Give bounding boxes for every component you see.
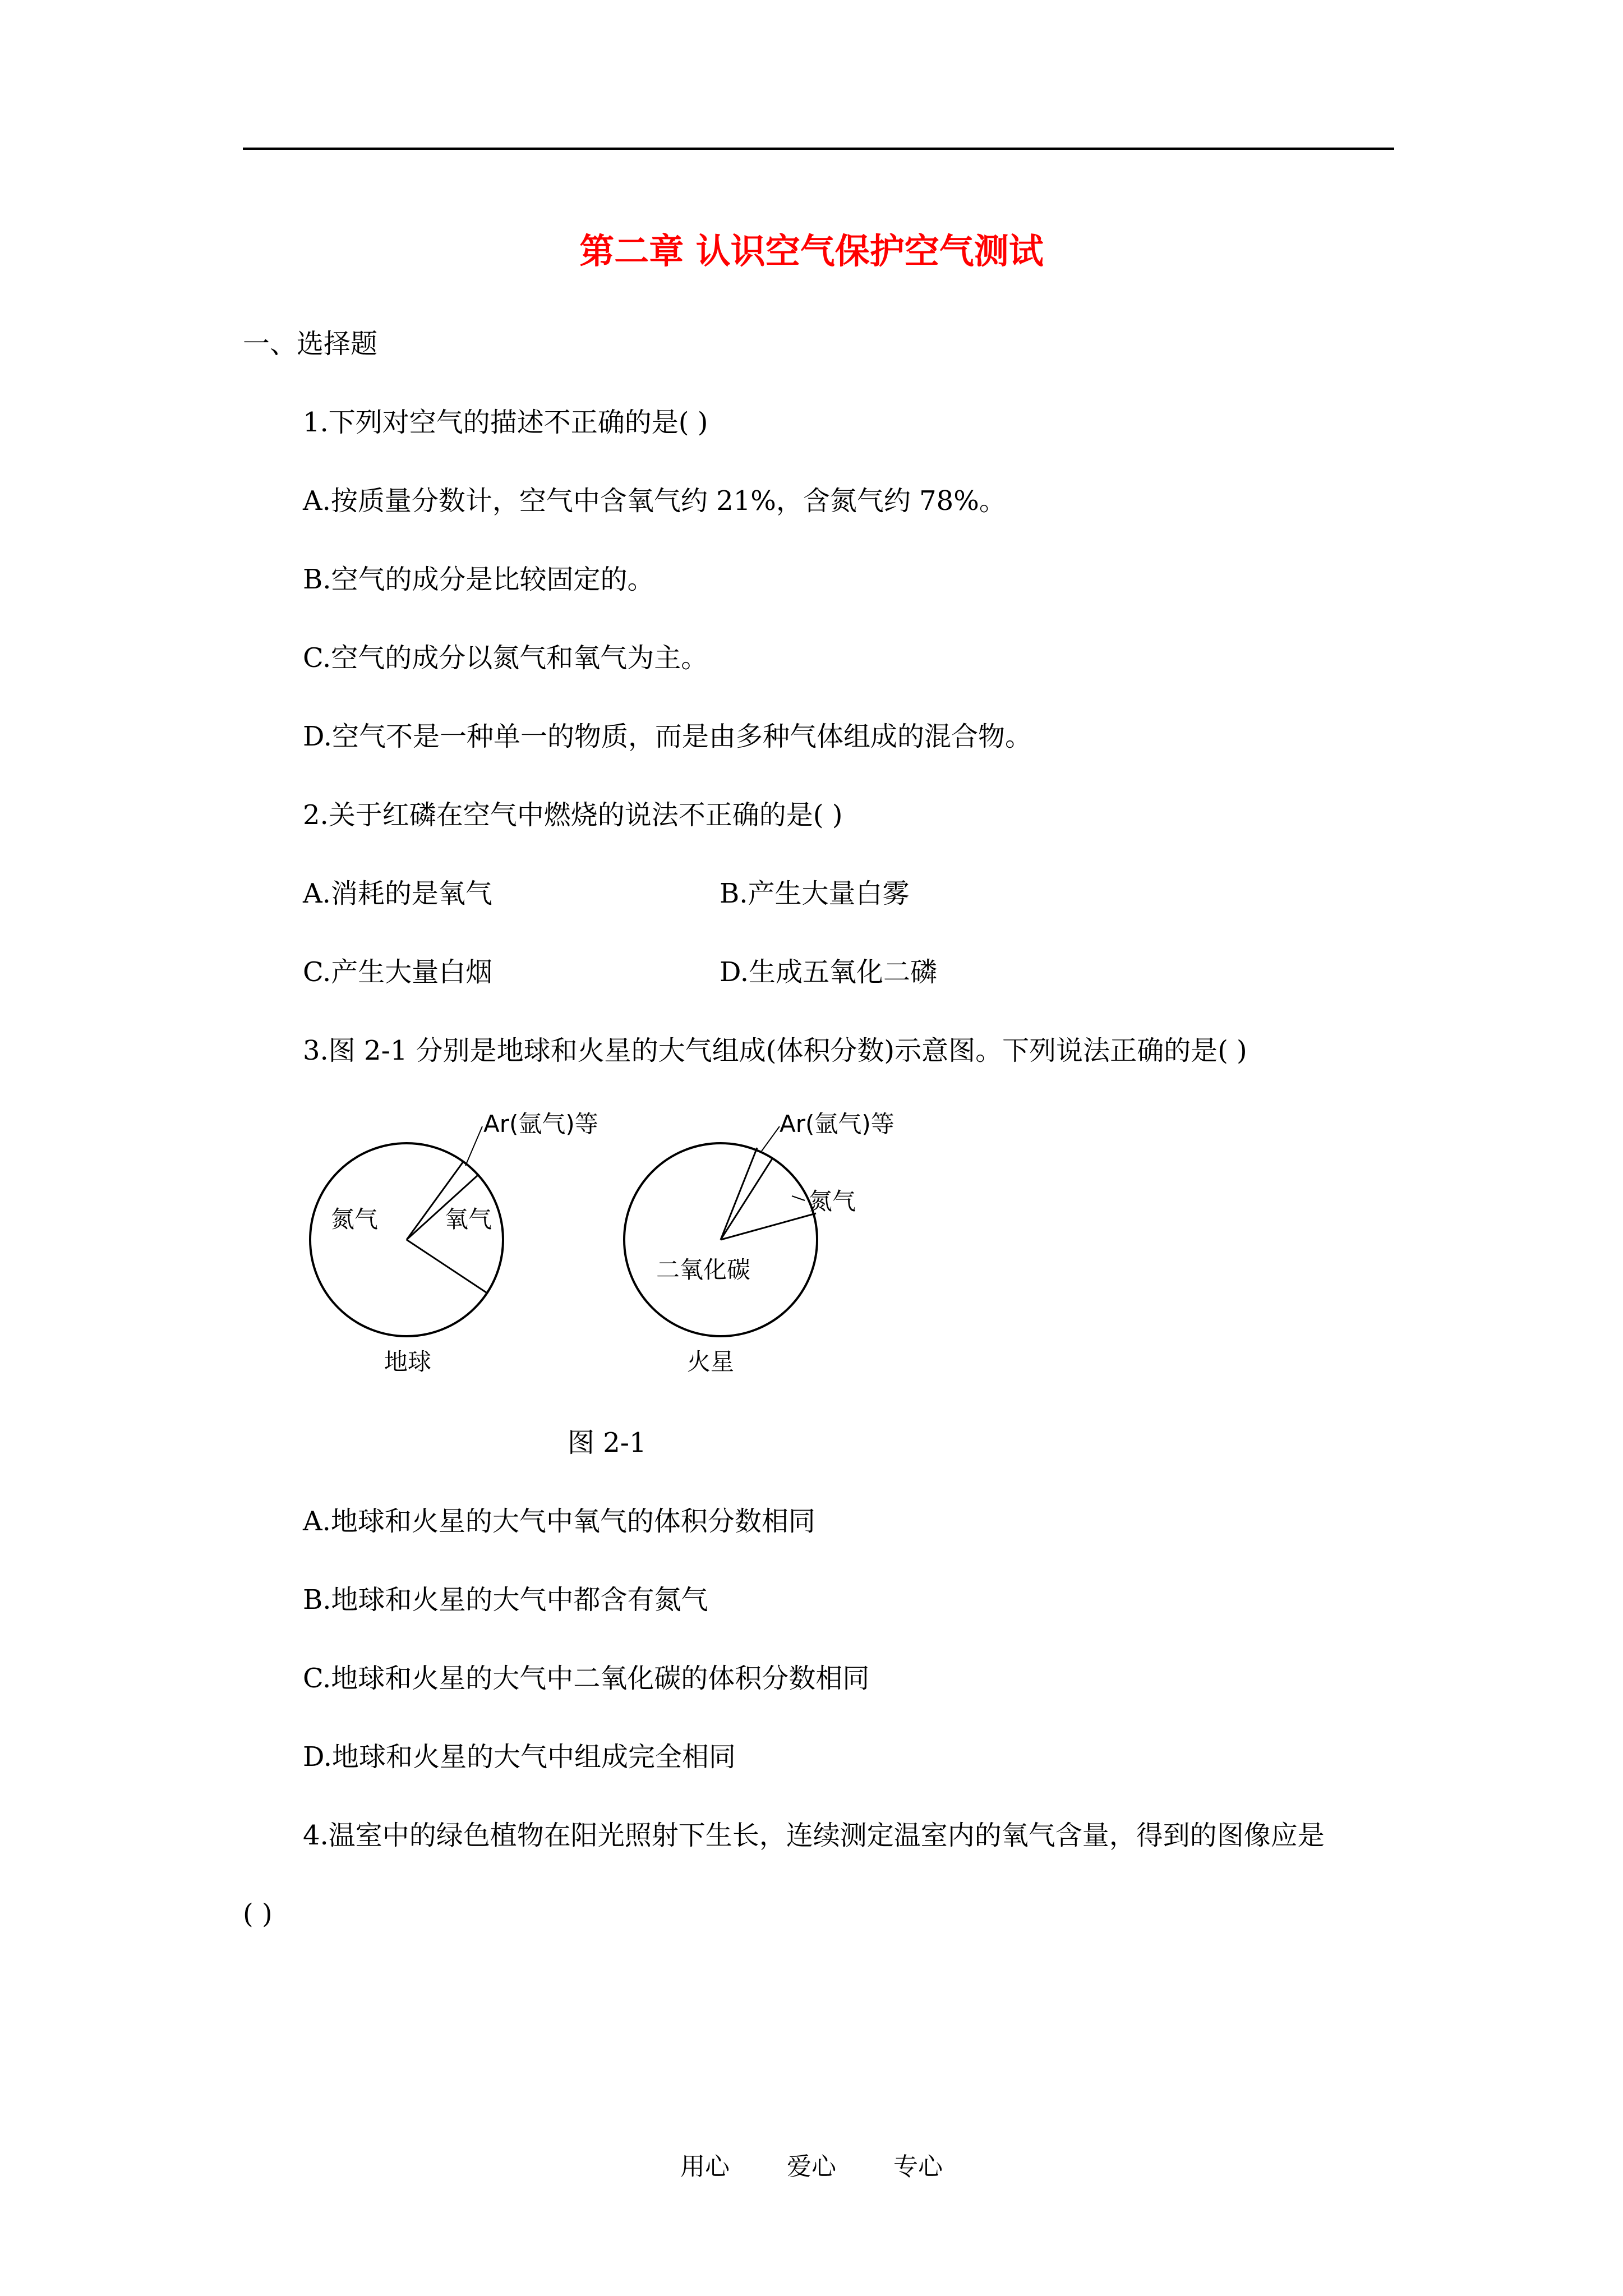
question-4-stem-continued: ( ) (243, 1898, 273, 1930)
question-3-option-a: A.地球和火星的大气中氧气的体积分数相同 (303, 1506, 815, 1537)
earth-label-argon: Ar(氩气)等 (483, 1110, 598, 1138)
question-1-stem: 1.下列对空气的描述不正确的是( ) (303, 407, 708, 438)
question-2-option-b: B.产生大量白雾 (720, 878, 910, 909)
header-rule (243, 148, 1394, 150)
earth-label-oxygen: 氧气 (445, 1205, 492, 1233)
mars-pie-chart (624, 1110, 895, 1375)
page-title: 第二章 认识空气保护空气测试 (579, 231, 1044, 272)
question-4-stem: 4.温室中的绿色植物在阳光照射下生长，连续测定温室内的氧气含量，得到的图像应是 (303, 1820, 1325, 1851)
question-2-stem: 2.关于红磷在空气中燃烧的说法不正确的是( ) (303, 799, 843, 831)
footer-text-2: 爱心 (787, 2152, 836, 2181)
question-1-option-c: C.空气的成分以氮气和氧气为主。 (303, 642, 708, 674)
earth-pie-chart (310, 1110, 598, 1375)
mars-argon-leader (762, 1126, 780, 1151)
question-2-option-a: A.消耗的是氧气 (303, 878, 492, 909)
mars-label-nitrogen: 氮气 (809, 1188, 856, 1215)
question-3-stem: 3.图 2-1 分别是地球和火星的大气组成(体积分数)示意图。下列说法正确的是( ) (303, 1035, 1247, 1066)
footer-text-1: 用心 (680, 2152, 730, 2181)
mars-divider-argon (721, 1148, 757, 1240)
question-2-option-c: C.产生大量白烟 (303, 956, 493, 988)
section-heading: 一、选择题 (243, 328, 378, 360)
question-3-option-c: C.地球和火星的大气中二氧化碳的体积分数相同 (303, 1663, 870, 1694)
footer-text-3: 专心 (893, 2152, 943, 2181)
question-1-option-a: A.按质量分数计，空气中含氧气约 21%，含氮气约 78%。 (303, 485, 1006, 517)
earth-label-nitrogen: 氮气 (331, 1205, 379, 1233)
figure-caption: 图 2-1 (568, 1427, 647, 1458)
question-2-option-d: D.生成五氧化二磷 (720, 956, 938, 988)
figure-2-1 (297, 1099, 970, 1391)
question-3-option-d: D.地球和火星的大气中组成完全相同 (303, 1741, 736, 1773)
question-1-option-d: D.空气不是一种单一的物质，而是由多种气体组成的混合物。 (303, 721, 1032, 752)
earth-argon-leader (465, 1126, 482, 1166)
mars-label-argon: Ar(氩气)等 (780, 1110, 895, 1138)
page-footer (0, 2146, 1623, 2182)
question-1-option-b: B.空气的成分是比较固定的。 (303, 564, 654, 595)
mars-name: 火星 (687, 1348, 735, 1375)
mars-nitrogen-leader (792, 1196, 805, 1200)
earth-name: 地球 (384, 1348, 432, 1375)
mars-label-co2: 二氧化碳 (656, 1256, 751, 1283)
earth-divider-nitrogen-oxygen (407, 1240, 488, 1294)
question-3-option-b: B.地球和火星的大气中都含有氮气 (303, 1584, 708, 1616)
